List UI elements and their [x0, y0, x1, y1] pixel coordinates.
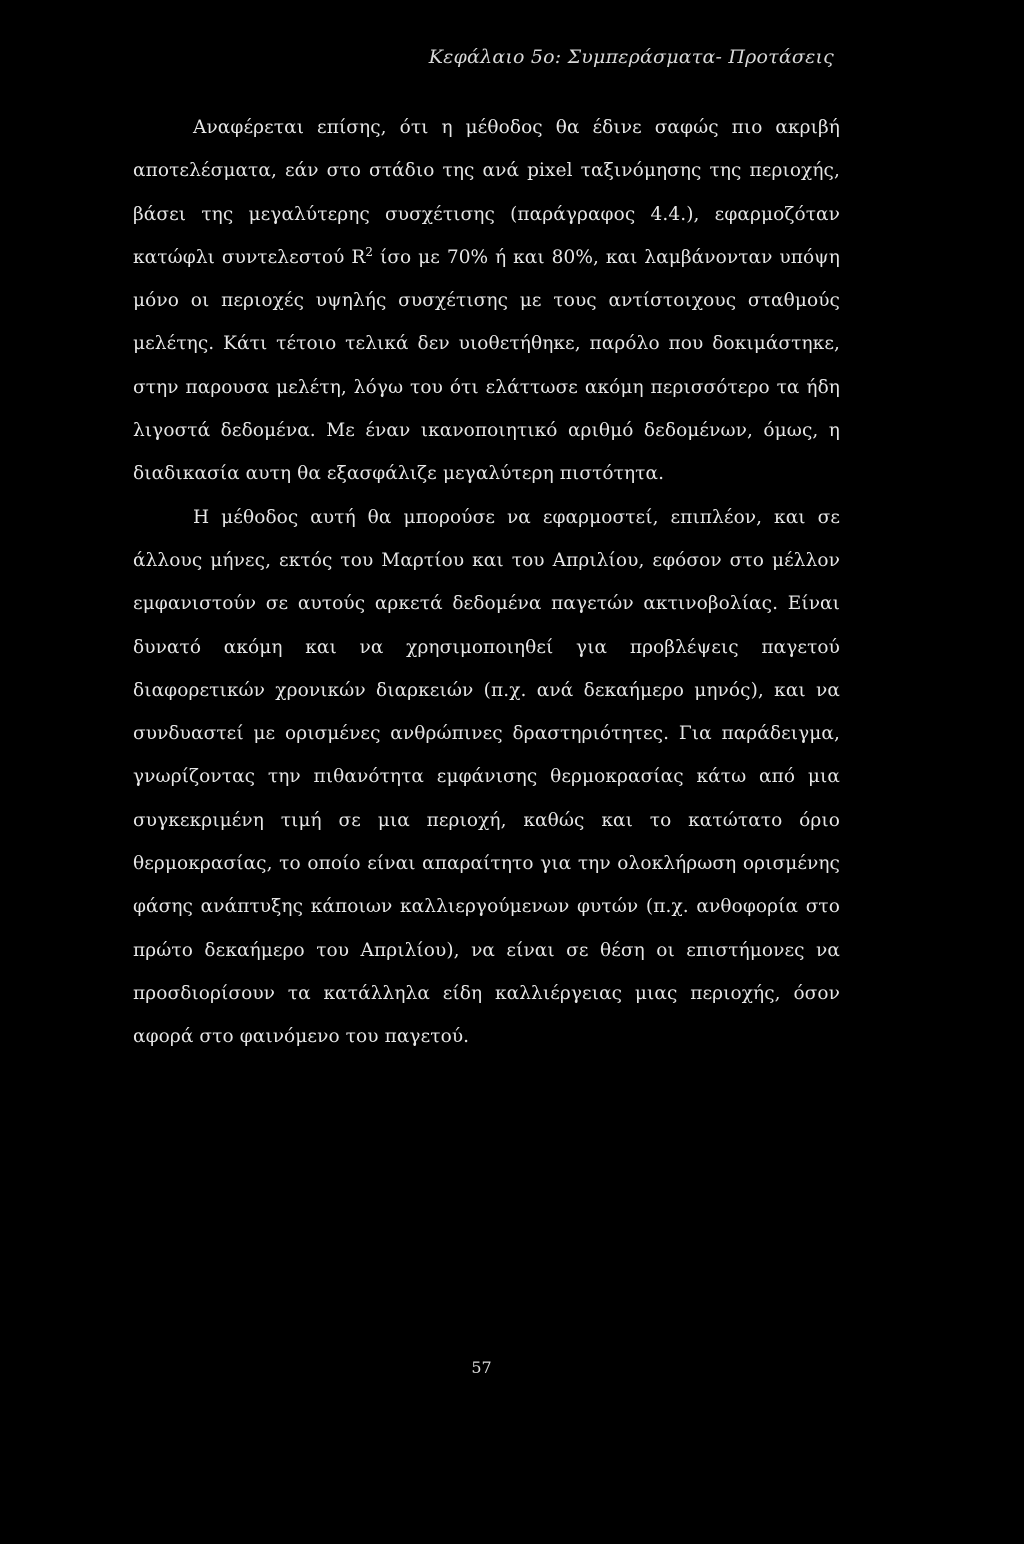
- running-header: Κεφάλαιο 5ο: Συμπεράσματα- Προτάσεις: [428, 46, 834, 68]
- paragraph-1-text-b: ίσο με 70% ή και 80%, και λαμβάνονταν υπόψη μόνο οι περιοχές υψηλής συσχέτισης με τους αντίστοιχους σταθμούς μελέτης. Κάτι τέτοιο τελικά δεν υιοθετήθηκε, παρόλο που δοκιμάστηκε, στην παρουσα μελέτη, λόγω του ότι ελάττωσε ακόμη περισσότερο τα ήδη λιγοστά δεδομένα. Με έναν ικανοποιητικό αριθμό δεδομένων, όμως, η διαδικασία αυτη θα εξασφάλιζε μεγαλύτερη πιστότητα.: [133, 246, 840, 485]
- r-squared-superscript: 2: [365, 244, 374, 259]
- page-body: [133, 106, 840, 1059]
- paragraph-2: Η μέθοδος αυτή θα μπορούσε να εφαρμοστεί, επιπλέον, και σε άλλους μήνες, εκτός του Μαρτίου και του Απριλίου, εφόσον στο μέλλον εμφανιστούν σε αυτούς αρκετά δεδομένα παγετών ακτινοβολίας. Είναι δυνατό ακόμη και να χρησιμοποιηθεί για προβλέψεις παγετού διαφορετικών χρονικών διαρκειών (π.χ. ανά δεκαήμερο μηνός), και να συνδυαστεί με ορισμένες ανθρώπινες δραστηριότητες. Για παράδειγμα, γνωρίζοντας την πιθανότητα εμφάνισης θερμοκρασίας κάτω από μια συγκεκριμένη τιμή σε μια περιοχή, καθώς και το κατώτατο όριο θερμοκρασίας, το οποίο είναι απαραίτητο για την ολοκλήρωση ορισμένης φάσης ανάπτυξης κάποιων καλλιεργούμενων φυτών (π.χ. ανθοφορία στο πρώτο δεκαήμερο του Απριλίου), να είναι σε θέση οι επιστήμονες να προσδιορίσουν τα κατάλληλα είδη καλλιέργειας μιας περιοχής, όσον αφορά στο φαινόμενο του παγετού.: [133, 506, 840, 1048]
- paragraph-1-text-a: Αναφέρεται επίσης, ότι η μέθοδος θα έδινε σαφώς πιο ακριβή αποτελέσματα, εάν στο στάδιο της ανά pixel ταξινόμησης της περιοχής, βάσει της μεγαλύτερης συσχέτισης (παράγραφος 4.4.), εφαρμοζόταν κατώφλι συντελεστού R: [133, 117, 840, 268]
- page-number: 57: [471, 1358, 492, 1377]
- paragraph-1: [133, 106, 840, 496]
